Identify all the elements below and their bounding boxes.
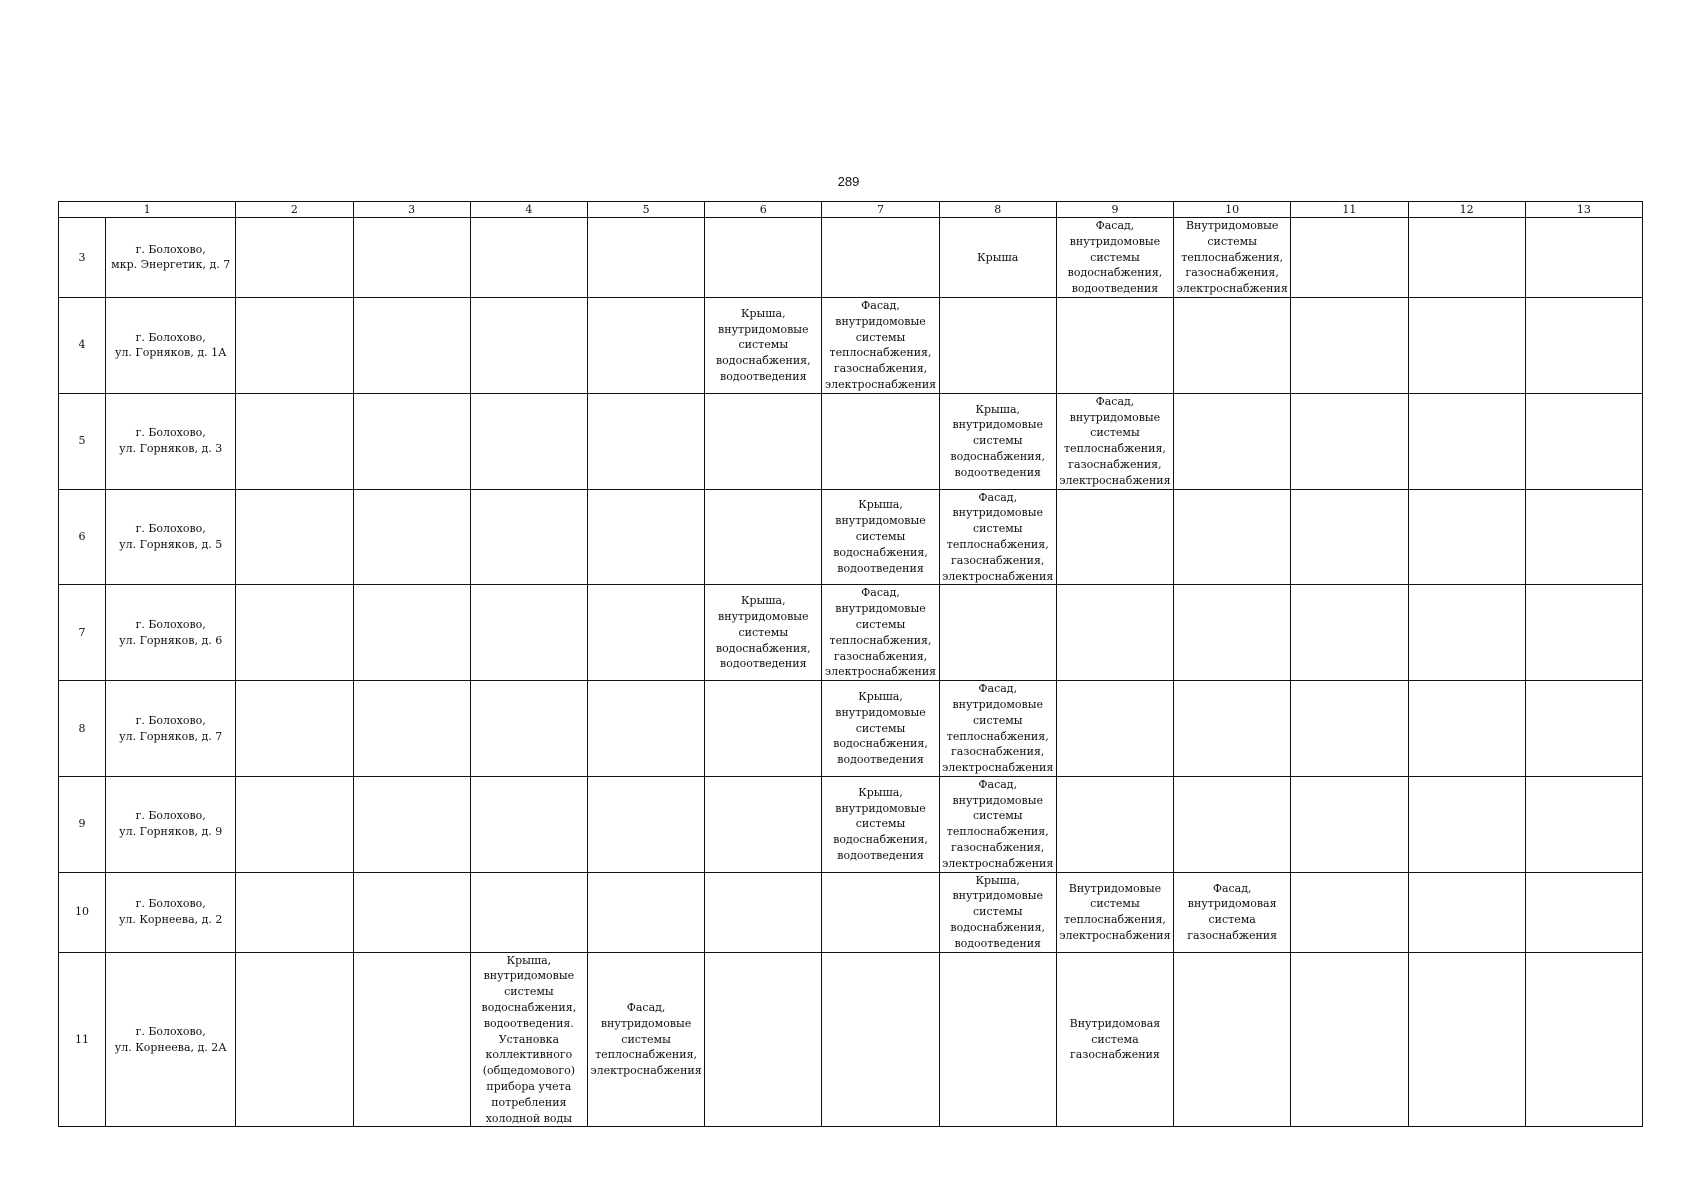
work-cell — [470, 489, 587, 585]
work-description: Фасад, внутридомовые системы теплоснабжения, газоснабжения, электроснабжения — [824, 298, 937, 391]
row-number-cell: 3 — [59, 218, 106, 298]
table-row — [59, 872, 1643, 952]
row-number-cell: 5 — [59, 393, 106, 489]
work-cell — [353, 489, 470, 585]
table-row — [59, 218, 1643, 298]
work-cell — [1291, 393, 1408, 489]
work-description: Внутридомовые системы теплоснабжения, электроснабжения — [1059, 881, 1171, 942]
work-cell — [236, 489, 353, 585]
work-cell — [236, 393, 353, 489]
work-cell — [822, 585, 939, 681]
work-cell — [1291, 585, 1408, 681]
column-header: 1 — [59, 202, 236, 218]
address-cell — [106, 681, 236, 777]
work-cell — [939, 393, 1056, 489]
work-cell — [1056, 218, 1173, 298]
address-text: г. Болохово, мкр. Энергетик, д. 7 — [111, 242, 231, 272]
address-text: г. Болохово, ул. Горняков, д. 7 — [119, 713, 223, 743]
work-cell — [470, 585, 587, 681]
work-description: Фасад, внутридомовые системы водоснабжения, водоотведения — [1067, 219, 1163, 296]
work-cell — [1525, 218, 1642, 298]
table-row — [59, 393, 1643, 489]
row-number-cell: 6 — [59, 489, 106, 585]
work-cell — [1056, 297, 1173, 393]
work-cell — [822, 952, 939, 1127]
work-cell — [1056, 872, 1173, 952]
work-cell — [1174, 952, 1291, 1127]
work-cell — [470, 681, 587, 777]
work-cell — [470, 872, 587, 952]
work-cell — [1408, 776, 1525, 872]
work-cell — [1408, 952, 1525, 1127]
column-header: 13 — [1525, 202, 1642, 218]
work-cell — [1525, 297, 1642, 393]
work-cell — [353, 297, 470, 393]
row-number-cell: 11 — [59, 952, 106, 1127]
work-cell — [705, 776, 822, 872]
work-cell — [1056, 489, 1173, 585]
work-cell — [236, 776, 353, 872]
work-cell — [236, 218, 353, 298]
address-cell — [106, 952, 236, 1127]
work-cell — [705, 585, 822, 681]
work-cell — [939, 218, 1056, 298]
work-cell — [353, 218, 470, 298]
work-description: Внутридомовые системы теплоснабжения, газоснабжения, электроснабжения — [1176, 219, 1288, 296]
work-cell — [1408, 489, 1525, 585]
table-row — [59, 681, 1643, 777]
work-description: Крыша, внутридомовые системы водоснабжения, водоотведения — [950, 402, 1046, 479]
work-cell — [470, 952, 587, 1127]
work-description: Фасад, внутридомовые системы теплоснабжения, газоснабжения, электроснабжения — [942, 777, 1054, 870]
work-cell — [236, 585, 353, 681]
work-cell — [822, 393, 939, 489]
work-cell — [939, 776, 1056, 872]
address-cell — [106, 393, 236, 489]
work-description: Крыша — [977, 250, 1019, 264]
work-description: Фасад, внутридомовая система газоснабжения — [1187, 881, 1278, 942]
work-cell — [705, 297, 822, 393]
work-cell — [1525, 872, 1642, 952]
work-cell — [1291, 952, 1408, 1127]
work-cell — [1525, 585, 1642, 681]
work-cell — [1408, 297, 1525, 393]
work-cell — [587, 489, 704, 585]
address-text: г. Болохово, ул. Корнеева, д. 2 — [118, 897, 223, 927]
work-cell — [1525, 489, 1642, 585]
column-header: 3 — [353, 202, 470, 218]
work-cell — [353, 681, 470, 777]
address-text: г. Болохово, ул. Корнеева, д. 2А — [114, 1024, 227, 1054]
work-cell — [1056, 585, 1173, 681]
work-description: Крыша, внутридомовые системы водоснабжения, водоотведения — [715, 306, 811, 384]
work-description: Крыша, внутридомовые системы водоснабжения, водоотведения — [833, 498, 928, 575]
column-header: 2 — [236, 202, 353, 218]
work-cell — [587, 952, 704, 1127]
column-header: 12 — [1408, 202, 1525, 218]
work-cell — [1174, 681, 1291, 777]
row-number-cell: 8 — [59, 681, 106, 777]
work-cell — [822, 489, 939, 585]
work-cell — [1525, 393, 1642, 489]
work-cell — [1056, 393, 1173, 489]
column-header: 5 — [587, 202, 704, 218]
work-cell — [1056, 681, 1173, 777]
work-cell — [705, 681, 822, 777]
work-cell — [470, 297, 587, 393]
address-cell — [106, 872, 236, 952]
work-cell — [1408, 393, 1525, 489]
work-cell — [1408, 681, 1525, 777]
address-cell — [106, 776, 236, 872]
work-description: Крыша, внутридомовые системы водоснабжения, водоотведения — [833, 785, 928, 862]
work-description: Фасад, внутридомовые системы теплоснабжения, газоснабжения, электроснабжения — [1059, 394, 1171, 487]
work-cell — [1174, 776, 1291, 872]
address-cell — [106, 585, 236, 681]
work-cell — [587, 393, 704, 489]
work-description: Крыша, внутридомовые системы водоснабжения, водоотведения. Установка коллективного (общедомового) прибора учета потребления холодной воды — [481, 953, 577, 1125]
work-cell — [1174, 489, 1291, 585]
column-number-header-row — [59, 202, 1643, 218]
work-description: Фасад, внутридомовые системы теплоснабжения, газоснабжения, электроснабжения — [824, 586, 937, 679]
column-header: 7 — [822, 202, 939, 218]
table-row — [59, 776, 1643, 872]
work-cell — [1174, 297, 1291, 393]
work-cell — [1408, 585, 1525, 681]
address-text: г. Болохово, ул. Горняков, д. 6 — [119, 617, 223, 647]
work-description: Внутридомовая система газоснабжения — [1069, 1016, 1161, 1062]
work-cell — [1525, 681, 1642, 777]
work-cell — [705, 218, 822, 298]
work-cell — [587, 297, 704, 393]
work-description: Фасад, внутридомовые системы теплоснабжения, газоснабжения, электроснабжения — [942, 490, 1054, 583]
table-row — [59, 952, 1643, 1127]
work-cell — [353, 585, 470, 681]
column-header: 9 — [1056, 202, 1173, 218]
work-cell — [1174, 872, 1291, 952]
work-cell — [587, 681, 704, 777]
work-cell — [353, 393, 470, 489]
address-cell — [106, 218, 236, 298]
work-cell — [353, 872, 470, 952]
work-description: Крыша, внутридомовые системы водоснабжения, водоотведения — [950, 873, 1046, 950]
work-cell — [939, 681, 1056, 777]
work-cell — [1291, 681, 1408, 777]
work-cell — [1291, 872, 1408, 952]
work-cell — [236, 872, 353, 952]
work-cell — [1291, 489, 1408, 585]
address-text: г. Болохово, ул. Горняков, д. 5 — [119, 522, 223, 551]
column-header: 6 — [705, 202, 822, 218]
column-header: 11 — [1291, 202, 1408, 218]
work-cell — [1408, 872, 1525, 952]
work-cell — [822, 297, 939, 393]
work-cell — [939, 297, 1056, 393]
work-cell — [470, 776, 587, 872]
work-cell — [1056, 776, 1173, 872]
work-description: Фасад, внутридомовые системы теплоснабжения, газоснабжения, электроснабжения — [942, 682, 1054, 775]
work-cell — [939, 872, 1056, 952]
work-cell — [939, 489, 1056, 585]
work-cell — [1525, 952, 1642, 1127]
work-cell — [470, 218, 587, 298]
work-cell — [353, 776, 470, 872]
table-row — [59, 585, 1643, 681]
address-text: г. Болохово, ул. Горняков, д. 9 — [119, 809, 223, 839]
work-cell — [1291, 297, 1408, 393]
work-cell — [1291, 218, 1408, 298]
work-cell — [1408, 218, 1525, 298]
work-cell — [1174, 585, 1291, 681]
work-cell — [1174, 218, 1291, 298]
row-number-cell: 10 — [59, 872, 106, 952]
table-row — [59, 489, 1643, 585]
table-row — [59, 297, 1643, 393]
work-cell — [822, 218, 939, 298]
work-cell — [939, 952, 1056, 1127]
work-cell — [587, 585, 704, 681]
work-cell — [236, 681, 353, 777]
row-number-cell: 9 — [59, 776, 106, 872]
work-cell — [705, 872, 822, 952]
column-header: 8 — [939, 202, 1056, 218]
work-description: Фасад, внутридомовые системы теплоснабжения, электроснабжения — [590, 1001, 702, 1078]
work-cell — [587, 218, 704, 298]
work-cell — [705, 952, 822, 1127]
row-number-cell: 4 — [59, 297, 106, 393]
work-cell — [939, 585, 1056, 681]
work-cell — [705, 489, 822, 585]
work-cell — [822, 776, 939, 872]
row-number-cell: 7 — [59, 585, 106, 681]
column-header: 4 — [470, 202, 587, 218]
work-cell — [1291, 776, 1408, 872]
work-cell — [236, 297, 353, 393]
work-cell — [1174, 393, 1291, 489]
work-cell — [1056, 952, 1173, 1127]
work-cell — [470, 393, 587, 489]
work-cell — [587, 776, 704, 872]
work-cell — [236, 952, 353, 1127]
work-cell — [705, 393, 822, 489]
work-cell — [822, 872, 939, 952]
address-text: г. Болохово, ул. Горняков, д. 3 — [119, 426, 223, 456]
work-cell — [587, 872, 704, 952]
works-schedule-table — [58, 201, 1643, 1127]
address-cell — [106, 297, 236, 393]
work-cell — [353, 952, 470, 1127]
work-description: Крыша, внутридомовые системы водоснабжения, водоотведения — [833, 690, 928, 767]
work-cell — [1525, 776, 1642, 872]
page-number: 289 — [837, 174, 860, 189]
address-cell — [106, 489, 236, 585]
work-cell — [822, 681, 939, 777]
work-description: Крыша, внутридомовые системы водоснабжения, водоотведения — [715, 594, 811, 671]
column-header: 10 — [1174, 202, 1291, 218]
address-text: г. Болохово, ул. Горняков, д. 1А — [114, 330, 227, 360]
